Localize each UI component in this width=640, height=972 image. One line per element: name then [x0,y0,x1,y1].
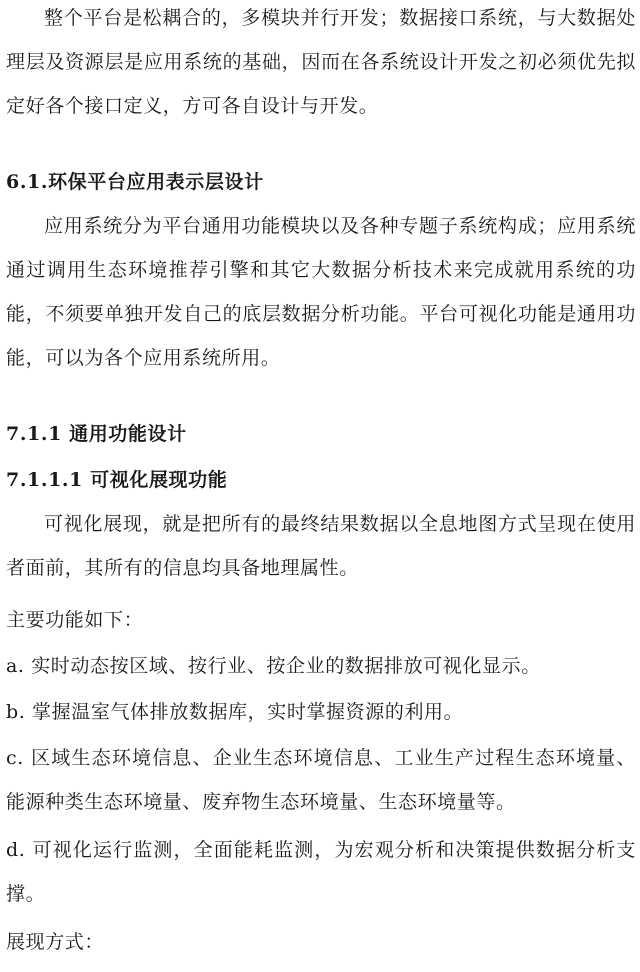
visualization-paragraph: 可视化展现，就是把所有的最终结果数据以全息地图方式呈现在使用者面前，其所有的信息均具备地理属性。 [6,513,636,579]
display-methods-intro: 展现方式： [6,931,105,953]
section-7-1-1-1-heading: 7.1.1.1 可视化展现功能 [6,469,228,491]
feature-item-d: d. 可视化运行监测，全面能耗监测，为宏观分析和决策提供数据分析支撑。 [6,839,636,905]
section-7-1-1-heading: 7.1.1 通用功能设计 [6,423,187,445]
feature-item-c: c. 区域生态环境信息、企业生态环境信息、工业生产过程生态环境量、能源种类生态环境量、废弃物生态环境量、生态环境量等。 [6,747,636,813]
section-6-1-heading: 6.1.环保平台应用表示层设计 [6,171,264,193]
features-intro: 主要功能如下： [6,609,144,631]
feature-item-a: a. 实时动态按区域、按行业、按企业的数据排放可视化显示。 [6,655,541,677]
section-6-1-paragraph: 应用系统分为平台通用功能模块以及各种专题子系统构成；应用系统通过调用生态环境推荐引擎和其它大数据分析技术来完成就用系统的功能，不须要单独开发自己的底层数据分析功能。平台可视化功能是通用功能，可以为各个应用系统所用。 [6,215,636,369]
intro-paragraph: 整个平台是松耦合的，多模块并行开发；数据接口系统，与大数据处理层及资源层是应用系统的基础，因而在各系统设计开发之初必须优先拟定好各个接口定义，方可各自设计与开发。 [6,7,636,117]
feature-item-b: b. 掌握温室气体排放数据库，实时掌握资源的利用。 [6,701,464,723]
